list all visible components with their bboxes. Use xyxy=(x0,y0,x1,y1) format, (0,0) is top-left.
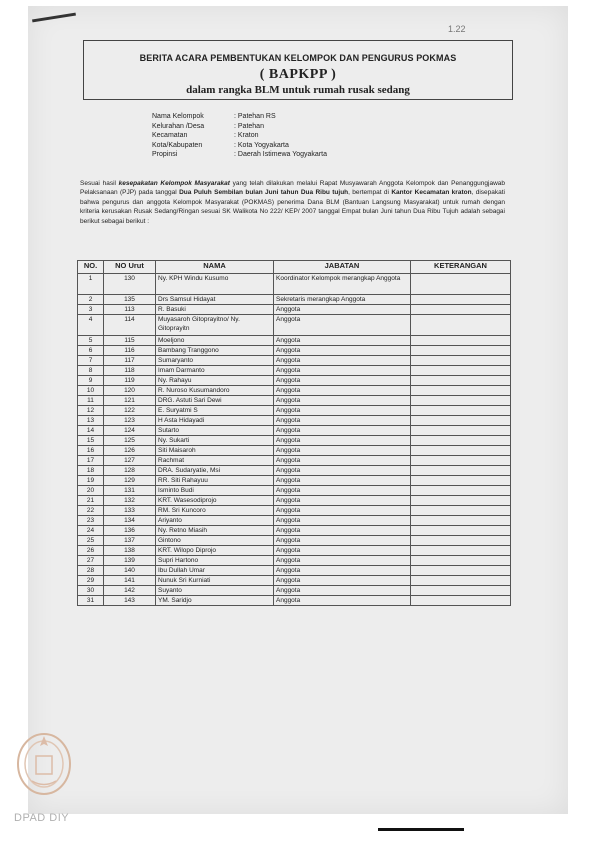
cell-nama: Sumaryanto xyxy=(156,356,274,366)
cell-no-urut: 117 xyxy=(104,356,156,366)
cell-keterangan xyxy=(411,566,511,576)
cell-no-urut: 113 xyxy=(104,305,156,315)
cell-no: 19 xyxy=(78,476,104,486)
cell-jabatan: Anggota xyxy=(274,356,411,366)
table-row xyxy=(78,516,511,526)
cell-no: 10 xyxy=(78,386,104,396)
table-row xyxy=(78,376,511,386)
title-box xyxy=(83,40,513,100)
info-row-nama-kelompok: Nama Kelompok : Patehan RS xyxy=(152,113,276,120)
table-row xyxy=(78,526,511,536)
cell-jabatan: Anggota xyxy=(274,476,411,486)
header-nama: NAMA xyxy=(156,261,274,274)
cell-no-urut: 138 xyxy=(104,546,156,556)
cell-no: 18 xyxy=(78,466,104,476)
table-row xyxy=(78,476,511,486)
info-row-kota: Kota/Kabupaten : Kota Yogyakarta xyxy=(152,141,289,149)
cell-no: 30 xyxy=(78,586,104,596)
cell-no-urut: 120 xyxy=(104,386,156,396)
cell-nama: Muyasaroh Gitoprayitno/ Ny. Gitoprayitn xyxy=(156,315,274,336)
cell-jabatan: Anggota xyxy=(274,596,411,606)
cell-no-urut: 130 xyxy=(104,274,156,295)
cell-jabatan: Anggota xyxy=(274,516,411,526)
cell-no: 24 xyxy=(78,526,104,536)
table-row xyxy=(78,546,511,556)
cell-no-urut: 137 xyxy=(104,536,156,546)
cell-keterangan xyxy=(411,295,511,305)
cell-keterangan xyxy=(411,586,511,596)
bottom-bar xyxy=(378,828,464,831)
cell-nama: Ny. KPH Windu Kusumo xyxy=(156,274,274,295)
table-row xyxy=(78,346,511,356)
cell-no: 11 xyxy=(78,396,104,406)
table-row xyxy=(78,366,511,376)
watermark: DPAD DIY xyxy=(14,812,70,824)
cell-no-urut: 134 xyxy=(104,516,156,526)
cell-jabatan: Anggota xyxy=(274,376,411,386)
table-row xyxy=(78,426,511,436)
cell-keterangan xyxy=(411,526,511,536)
info-row-propinsi: Propinsi : Daerah Istimewa Yogyakarta xyxy=(152,151,327,158)
cell-nama: RM. Sri Kuncoro xyxy=(156,506,274,516)
cell-keterangan xyxy=(411,305,511,315)
cell-nama: Isminto Budi xyxy=(156,486,274,496)
cell-no: 17 xyxy=(78,456,104,466)
cell-no-urut: 115 xyxy=(104,336,156,346)
cell-keterangan xyxy=(411,516,511,526)
cell-jabatan: Anggota xyxy=(274,336,411,346)
header-keterangan: KETERANGAN xyxy=(411,261,511,274)
cell-keterangan xyxy=(411,536,511,546)
cell-nama: DRA. Sudaryatie, Msi xyxy=(156,466,274,476)
cell-jabatan: Anggota xyxy=(274,556,411,566)
table-row xyxy=(78,456,511,466)
cell-jabatan: Anggota xyxy=(274,305,411,315)
cell-no: 1 xyxy=(78,274,104,295)
cell-no: 14 xyxy=(78,426,104,436)
table-row xyxy=(78,506,511,516)
cell-nama: Ny. Retno Miasih xyxy=(156,526,274,536)
cell-no: 26 xyxy=(78,546,104,556)
title-line-2: ( BAPKPP ) xyxy=(259,67,337,82)
cell-keterangan xyxy=(411,366,511,376)
cell-no: 22 xyxy=(78,506,104,516)
cell-keterangan xyxy=(411,486,511,496)
cell-no-urut: 114 xyxy=(104,315,156,336)
table-row xyxy=(78,436,511,446)
cell-keterangan xyxy=(411,596,511,606)
table-row xyxy=(78,305,511,315)
cell-keterangan xyxy=(411,346,511,356)
header-no-urut: NO Urut xyxy=(104,261,156,274)
cell-jabatan: Anggota xyxy=(274,536,411,546)
cell-no: 12 xyxy=(78,406,104,416)
cell-nama: Suyanto xyxy=(156,586,274,596)
cell-jabatan: Anggota xyxy=(274,446,411,456)
cell-nama: Gintono xyxy=(156,536,274,546)
cell-jabatan: Anggota xyxy=(274,456,411,466)
cell-no-urut: 127 xyxy=(104,456,156,466)
cell-no-urut: 122 xyxy=(104,406,156,416)
cell-no-urut: 126 xyxy=(104,446,156,456)
cell-jabatan: Anggota xyxy=(274,566,411,576)
cell-no: 8 xyxy=(78,366,104,376)
header-no: NO. xyxy=(78,261,104,274)
cell-keterangan xyxy=(411,446,511,456)
cell-jabatan: Anggota xyxy=(274,586,411,596)
table-row xyxy=(78,596,511,606)
cell-keterangan xyxy=(411,426,511,436)
table-row xyxy=(78,536,511,546)
cell-no: 21 xyxy=(78,496,104,506)
cell-jabatan: Anggota xyxy=(274,406,411,416)
cell-no-urut: 139 xyxy=(104,556,156,566)
cell-nama: Bambang Tranggono xyxy=(156,346,274,356)
cell-no-urut: 136 xyxy=(104,526,156,536)
info-row-kecamatan: Kecamatan : Kraton xyxy=(152,132,259,139)
cell-keterangan xyxy=(411,556,511,566)
cell-jabatan: Anggota xyxy=(274,526,411,536)
table-header-row xyxy=(78,261,511,274)
page-number: 1.22 xyxy=(448,24,466,34)
cell-nama: Ny. Rahayu xyxy=(156,376,274,386)
cell-no-urut: 128 xyxy=(104,466,156,476)
cell-no: 20 xyxy=(78,486,104,496)
cell-jabatan: Anggota xyxy=(274,576,411,586)
cell-jabatan: Anggota xyxy=(274,386,411,396)
cell-no: 9 xyxy=(78,376,104,386)
cell-jabatan: Anggota xyxy=(274,416,411,426)
table-row xyxy=(78,576,511,586)
cell-jabatan: Anggota xyxy=(274,366,411,376)
cell-jabatan: Anggota xyxy=(274,486,411,496)
cell-no-urut: 142 xyxy=(104,586,156,596)
table-row xyxy=(78,396,511,406)
cell-keterangan xyxy=(411,315,511,336)
table-row xyxy=(78,274,511,295)
cell-nama: RR. Siti Rahayuu xyxy=(156,476,274,486)
table-row xyxy=(78,356,511,366)
cell-no: 5 xyxy=(78,336,104,346)
cell-nama: KRT. Wilopo Diprojo xyxy=(156,546,274,556)
cell-no: 3 xyxy=(78,305,104,315)
members-table xyxy=(77,260,511,606)
cell-keterangan xyxy=(411,466,511,476)
cell-nama: Rachmat xyxy=(156,456,274,466)
cell-nama: Supri Hartono xyxy=(156,556,274,566)
cell-keterangan xyxy=(411,406,511,416)
government-seal-logo xyxy=(14,726,74,798)
cell-no-urut: 123 xyxy=(104,416,156,426)
cell-nama: Ny. Sukarti xyxy=(156,436,274,446)
cell-nama: E. Suryatmi S xyxy=(156,406,274,416)
cell-nama: Ibu Dullah Umar xyxy=(156,566,274,576)
cell-no: 4 xyxy=(78,315,104,336)
cell-keterangan xyxy=(411,456,511,466)
cell-keterangan xyxy=(411,274,511,295)
table-row xyxy=(78,586,511,596)
cell-no-urut: 141 xyxy=(104,576,156,586)
cell-no-urut: 131 xyxy=(104,486,156,496)
cell-nama: Siti Maisaroh xyxy=(156,446,274,456)
cell-no: 27 xyxy=(78,556,104,566)
cell-keterangan xyxy=(411,416,511,426)
cell-keterangan xyxy=(411,476,511,486)
table-row xyxy=(78,406,511,416)
cell-nama: R. Basuki xyxy=(156,305,274,315)
cell-nama: Nunuk Sri Kurniati xyxy=(156,576,274,586)
cell-keterangan xyxy=(411,546,511,556)
cell-no-urut: 132 xyxy=(104,496,156,506)
table-row xyxy=(78,446,511,456)
table-row xyxy=(78,566,511,576)
table-row xyxy=(78,556,511,566)
cell-nama: Drs Samsul Hidayat xyxy=(156,295,274,305)
cell-no-urut: 124 xyxy=(104,426,156,436)
cell-jabatan: Anggota xyxy=(274,466,411,476)
cell-jabatan: Anggota xyxy=(274,506,411,516)
cell-no: 6 xyxy=(78,346,104,356)
cell-keterangan xyxy=(411,336,511,346)
table-row xyxy=(78,336,511,346)
cell-no: 31 xyxy=(78,596,104,606)
cell-nama: DRG. Astuti Sari Dewi xyxy=(156,396,274,406)
cell-jabatan: Anggota xyxy=(274,346,411,356)
cell-no-urut: 129 xyxy=(104,476,156,486)
table-row xyxy=(78,386,511,396)
table-row xyxy=(78,315,511,336)
cell-no-urut: 140 xyxy=(104,566,156,576)
cell-nama: Ariyanto xyxy=(156,516,274,526)
table-row xyxy=(78,496,511,506)
cell-keterangan xyxy=(411,376,511,386)
cell-jabatan: Anggota xyxy=(274,496,411,506)
cell-no-urut: 135 xyxy=(104,295,156,305)
cell-no: 25 xyxy=(78,536,104,546)
cell-no-urut: 133 xyxy=(104,506,156,516)
cell-nama: KRT. Wasesodiprojo xyxy=(156,496,274,506)
cell-no: 15 xyxy=(78,436,104,446)
info-row-kelurahan: Kelurahan /Desa : Patehan xyxy=(152,122,264,130)
cell-nama: H Asta Hidayadi xyxy=(156,416,274,426)
cell-no: 13 xyxy=(78,416,104,426)
cell-no-urut: 116 xyxy=(104,346,156,356)
cell-keterangan xyxy=(411,396,511,406)
table-row xyxy=(78,466,511,476)
cell-keterangan xyxy=(411,386,511,396)
title-line-1: BERITA ACARA PEMBENTUKAN KELOMPOK DAN PENGURUS POKMAS xyxy=(139,53,457,63)
cell-keterangan xyxy=(411,506,511,516)
cell-jabatan: Anggota xyxy=(274,436,411,446)
cell-nama: R. Nuroso Kusumandoro xyxy=(156,386,274,396)
cell-keterangan xyxy=(411,576,511,586)
title-line-3: dalam rangka BLM untuk rumah rusak sedang xyxy=(186,84,410,96)
cell-no-urut: 125 xyxy=(104,436,156,446)
cell-jabatan: Anggota xyxy=(274,396,411,406)
cell-no: 23 xyxy=(78,516,104,526)
cell-no: 16 xyxy=(78,446,104,456)
cell-no-urut: 119 xyxy=(104,376,156,386)
group-info xyxy=(152,112,327,160)
cell-nama: Moeljono xyxy=(156,336,274,346)
table-row xyxy=(78,295,511,305)
table-row xyxy=(78,486,511,496)
cell-keterangan xyxy=(411,496,511,506)
cell-no-urut: 118 xyxy=(104,366,156,376)
cell-no: 2 xyxy=(78,295,104,305)
cell-jabatan: Koordinator Kelompok merangkap Anggota xyxy=(274,274,411,295)
intro-paragraph: Sesuai hasil kesepakatan Kelompok Masyarakat yang telah dilakukan melalui Rapat Musyawarah Anggota Kelompok dan Penanggungjawab Pelaksanaan (PJP) pada tanggal Dua Puluh Sembilan bulan Juni tahun Dua Ribu tujuh, bertempat di Kantor Kecamatan kraton, disepakati bahwa pengurus dan anggota Kelompok Masyarakat (POKMAS) penerima Dana BLM (Bantuan Langsung Masyarakat) untuk rumah dengan kriteria kerusakan Rusak Sedang/Ringan sesuai SK Walikota No 222/ KEP/ 2007 tanggal Empat bulan Juni tahun Dua Ribu Tujuh adalah sebagai berikut sebagai berikut : xyxy=(80,180,505,225)
cell-no-urut: 143 xyxy=(104,596,156,606)
cell-keterangan xyxy=(411,436,511,446)
cell-no: 28 xyxy=(78,566,104,576)
cell-nama: Imam Darmanto xyxy=(156,366,274,376)
cell-nama: YM. Saridjo xyxy=(156,596,274,606)
cell-jabatan: Anggota xyxy=(274,546,411,556)
table-row xyxy=(78,416,511,426)
cell-nama: Sutarto xyxy=(156,426,274,436)
cell-no: 7 xyxy=(78,356,104,366)
cell-jabatan: Anggota xyxy=(274,426,411,436)
cell-no-urut: 121 xyxy=(104,396,156,406)
cell-jabatan: Anggota xyxy=(274,315,411,336)
cell-no: 29 xyxy=(78,576,104,586)
cell-jabatan: Sekretaris merangkap Anggota xyxy=(274,295,411,305)
cell-keterangan xyxy=(411,356,511,366)
header-jabatan: JABATAN xyxy=(274,261,411,274)
